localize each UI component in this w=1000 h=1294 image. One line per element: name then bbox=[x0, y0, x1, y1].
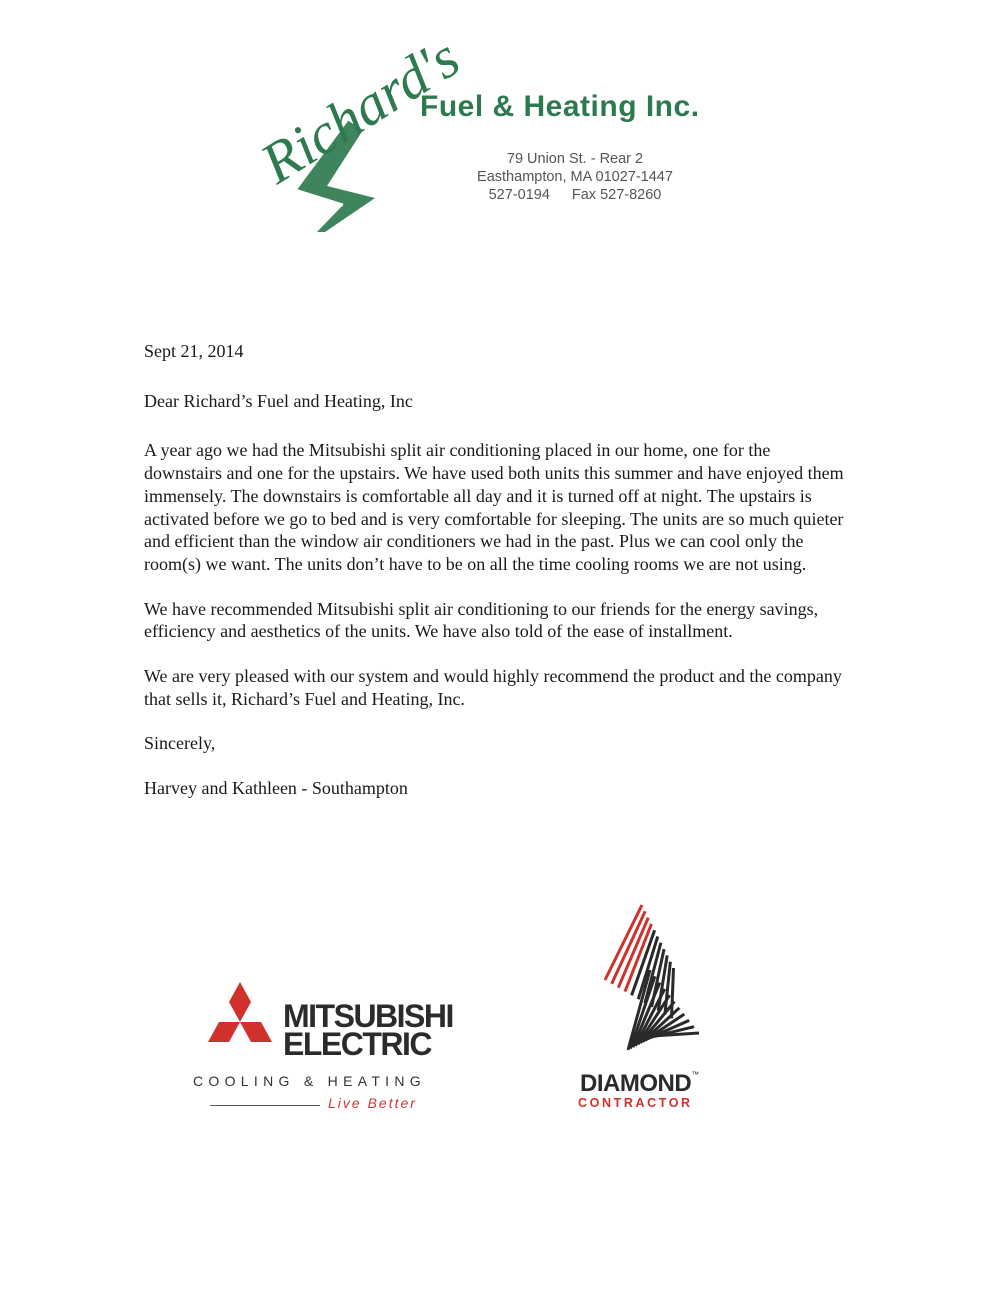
diamond-word bbox=[580, 1070, 699, 1098]
letter-paragraph-2: We have recommended Mitsubishi split air conditioning to our friends for the energy savings, efficiency and aesthetics of the units. We have also told of the ease of installment. bbox=[144, 598, 819, 642]
diamond-stripe bbox=[672, 968, 674, 1019]
slogan-rule bbox=[210, 1105, 320, 1106]
mitsubishi-word: MITSUBISHI bbox=[283, 998, 453, 1034]
company-address bbox=[455, 150, 695, 204]
diamond-word-text: DIAMOND bbox=[580, 1070, 692, 1097]
three-diamonds-icon bbox=[195, 980, 285, 1060]
letter-salutation: Dear Richard’s Fuel and Heating, Inc bbox=[144, 390, 413, 411]
letter-closing: Sincerely, bbox=[144, 733, 216, 754]
trademark-mark: ™ bbox=[691, 1070, 699, 1079]
address-line-1: 79 Union St. - Rear 2 bbox=[506, 151, 644, 167]
cooling-heating-tagline: COOLING & HEATING bbox=[193, 1073, 426, 1089]
letter-body bbox=[144, 340, 844, 800]
fax-number: Fax 527-8260 bbox=[571, 187, 662, 203]
letter-paragraph-3: We are very pleased with our system and would highly recommend the product and the company that sells it, Richard’s Fuel and Heating, Inc. bbox=[144, 666, 842, 709]
letter-signature: Harvey and Kathleen - Southampton bbox=[144, 778, 408, 799]
contractor-word: CONTRACTOR bbox=[578, 1096, 693, 1110]
letter-paragraph-1: A year ago we had the Mitsubishi split air conditioning placed in our home, one for the downstairs and one for the upstairs. We have used both units this summer and have enjoyed them immensely. The downstairs is comfortable all day and it is turned off at night. The upstairs is activated before we go to bed and is very comfortable for sleeping. The units are so much quieter and efficient than the window air conditioners we had in the past. Plus we can cool only the room(s) we want. The units don’t have to be on all the time cooling rooms we are not using. bbox=[144, 440, 844, 574]
letter-date: Sept 21, 2014 bbox=[144, 341, 244, 361]
electric-word: ELECTRIC bbox=[283, 1026, 431, 1062]
diamond-contractor-logo bbox=[570, 900, 760, 1120]
live-better-slogan: Live Better bbox=[328, 1095, 417, 1111]
mitsubishi-electric-logo bbox=[190, 980, 460, 1120]
address-line-2: Easthampton, MA 01027-1447 bbox=[477, 169, 673, 185]
diamond-stripes-icon bbox=[590, 900, 740, 1070]
phone-fax-line bbox=[455, 186, 695, 204]
phone-number: 527-0194 bbox=[488, 187, 550, 203]
letterhead bbox=[0, 0, 1000, 260]
richards-script-logo bbox=[249, 24, 471, 240]
svg-text:Richard's: Richard's bbox=[249, 24, 471, 196]
company-name: Fuel & Heating Inc. bbox=[420, 90, 700, 123]
